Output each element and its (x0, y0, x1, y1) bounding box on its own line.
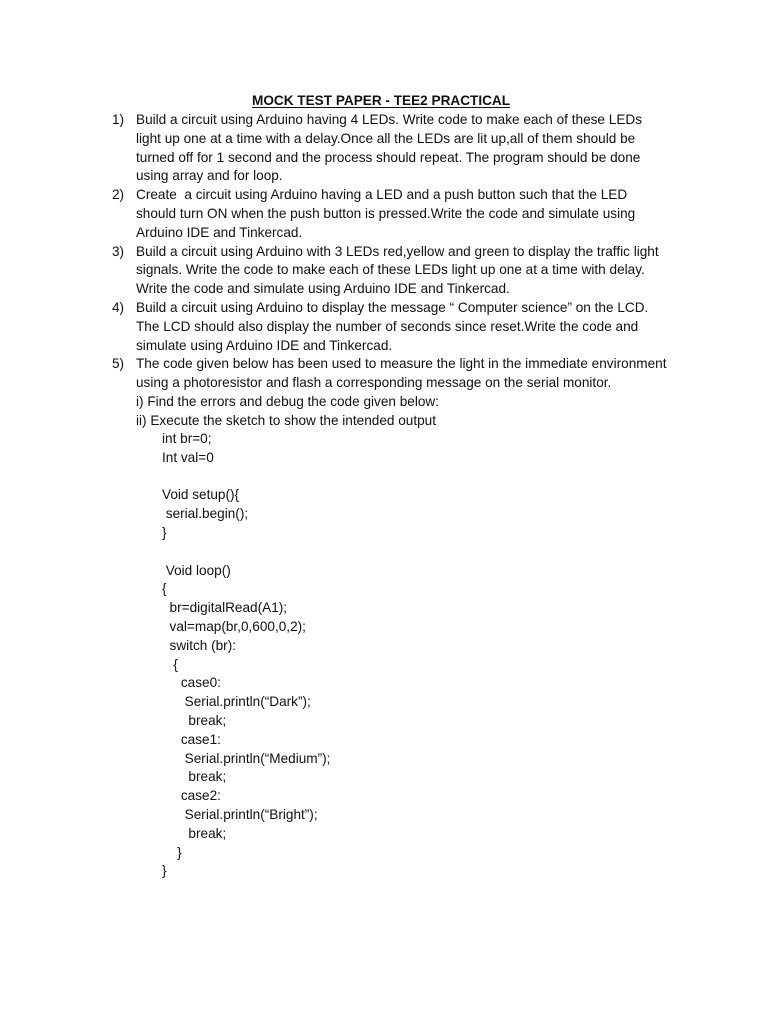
question-number: 1) (112, 112, 125, 127)
code-line: case1: (162, 731, 221, 747)
question-4 (0, 299, 768, 355)
code-line: Serial.println(“Dark”); (162, 694, 311, 710)
question-text-line: Write the code and simulate using Arduino IDE and Tinkercad. (136, 281, 510, 297)
question-text-line: The code given below has been used to measure the light in the immediate environment (136, 356, 667, 372)
code-line: break; (162, 769, 227, 785)
question-text-line: Arduino IDE and Tinkercad. (136, 224, 303, 240)
question-3 (0, 243, 768, 299)
question-list (0, 111, 768, 431)
question-number: 2) (112, 187, 125, 203)
code-line: Int val=0 (162, 449, 214, 465)
code-line: Void loop() (162, 562, 231, 578)
code-line: val=map(br,0,600,0,2); (162, 618, 306, 634)
question-text-line: light up one at a time with a delay.Once all the LEDs are lit up,all of them should be (136, 130, 636, 146)
page-title: MOCK TEST PAPER - TEE2 PRACTICAL (252, 93, 511, 108)
question-text-line: Build a circuit using Arduino to display the message “ Computer science” on the LCD. (136, 299, 649, 315)
code-line: { (162, 656, 178, 672)
code-line: } (162, 524, 167, 540)
question-number: 5) (112, 356, 125, 372)
code-line: } (162, 863, 167, 879)
question-number: 4) (112, 299, 125, 315)
question-text-line: Build a circuit using Arduino with 3 LEDs red,yellow and green to display the traffic light (136, 243, 659, 259)
question-text-line: simulate using Arduino IDE and Tinkercad. (136, 337, 393, 353)
code-line: } (162, 844, 182, 860)
code-line: break; (162, 712, 227, 728)
question-1 (0, 111, 768, 186)
code-line (162, 543, 330, 562)
question-text-line: Create a circuit using Arduino having a LED and a push button such that the LED (136, 187, 628, 203)
question-text-line: using array and for loop. (136, 168, 283, 184)
code-line: Serial.println(“Medium”); (162, 750, 331, 766)
code-line: Serial.println(“Bright”); (162, 806, 318, 822)
question-text-line: i) Find the errors and debug the code given below: (136, 393, 440, 409)
question-text-line: should turn ON when the push button is pressed.Write the code and simulate using (136, 205, 636, 221)
question-2 (0, 186, 768, 242)
code-line: case0: (162, 675, 221, 691)
code-line: br=digitalRead(A1); (162, 600, 288, 616)
code-line: { (162, 581, 167, 597)
code-line: case2: (162, 788, 221, 804)
question-number: 3) (112, 243, 125, 259)
question-5 (0, 355, 768, 430)
code-line (162, 468, 330, 487)
code-listing (0, 430, 331, 881)
code-line: switch (br): (162, 637, 237, 653)
code-line: int br=0; (162, 431, 212, 446)
question-text-line: ii) Execute the sketch to show the intended output (136, 412, 437, 428)
code-line: break; (162, 825, 227, 841)
question-text-line: Build a circuit using Arduino having 4 LEDs. Write code to make each of these LEDs (136, 112, 643, 127)
question-text-line: signals. Write the code to make each of these LEDs light up one at a time with delay. (136, 262, 645, 278)
code-line: Void setup(){ (162, 487, 240, 503)
code-line: serial.begin(); (162, 506, 249, 522)
question-text-line: turned off for 1 second and the process should repeat. The program should be done (136, 149, 641, 165)
question-text-line: The LCD should also display the number of seconds since reset.Write the code and (136, 318, 639, 334)
question-text-line: using a photoresistor and flash a corresponding message on the serial monitor. (136, 375, 612, 391)
